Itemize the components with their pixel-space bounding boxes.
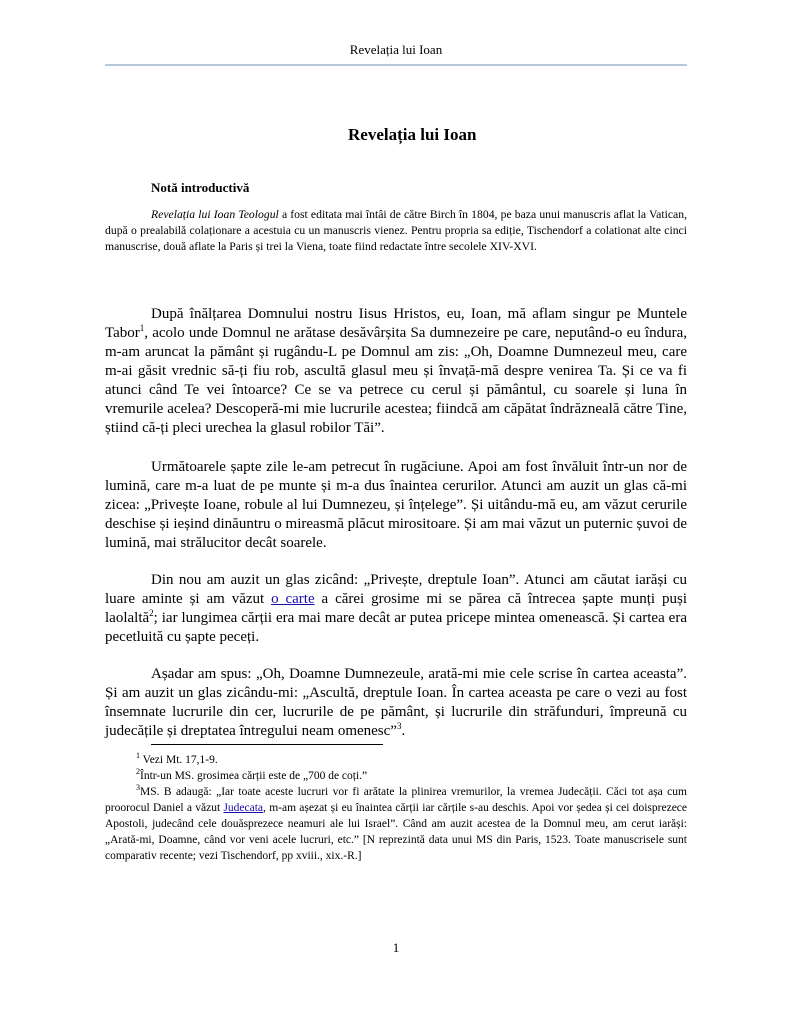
footnote-2-text: Într-un MS. grosimea cărții este de „700 de coți.” — [140, 770, 368, 782]
paragraph-3-text: Din nou am auzit un glas zicând: „Privește, dreptule Ioan”. Atunci am căutat iarăși cu luare aminte și am văzut — [105, 572, 687, 607]
footnote-ref-1[interactable]: 1 — [139, 323, 145, 333]
footnotes — [105, 752, 687, 864]
document-title: Revelația lui Ioan — [348, 125, 477, 144]
paragraph-3-text-end: ; iar lungimea cărții era mai mare decât ar putea pricepe mintea omenească. Și cartea era pecetluită cu șapte peceți. — [105, 610, 687, 645]
intro-work-title: Revelația lui Ioan Teologul — [151, 208, 279, 221]
footnote-2-number: 2 — [136, 767, 140, 777]
footnote-3-text: MS. B adaugă: „Iar toate aceste lucruri vor fi arătate la plinirea vremurilor, la vremea Judecății. Căci tot așa cum proorocul Daniel a văzut — [105, 786, 687, 814]
footnote-3-text-cont: , m-am așezat și eu înaintea cărții iar cărțile s-au deschis. Apoi vor ședea și cei doisprezece Apostoli, judecând cele douăsprezece neamuri ale lui Israel”. Când am auzit acestea de la Domnul meu, am cerut iarăși: „Arată-mi, Doamne, când vor veni acele lucruri, etc.” [N reprezintă data unui MS din Paris, 1523. Toate manuscrisele sunt comparativ recente; vezi Tischendorf, pp xviii., xix.-R.] — [105, 802, 688, 862]
o-carte-link[interactable]: o carte — [271, 591, 315, 607]
footnote-2 — [105, 768, 687, 784]
footnote-3 — [105, 784, 687, 864]
intro-heading: Notă introductivă — [151, 180, 250, 195]
paragraph-4-text: Așadar am spus: „Oh, Doamne Dumnezeule, arată-mi mie cele scrise în cartea aceasta”. Și am auzit un glas zicându-mi: „Ascultă, dreptule Ioan. În cartea aceasta pe care o vezi au fost însemnate lucrurile din cer, lucrurile de pe pământ, și lucrurile din străfunduri, împreună cu judecățile și dreptatea întregului neam omenesc” — [105, 666, 687, 739]
paragraph-1 — [105, 305, 687, 438]
footnote-separator — [151, 744, 383, 745]
footnote-1 — [105, 752, 687, 768]
paragraph-4-text-end: . — [401, 723, 406, 739]
footnote-3-number: 3 — [136, 783, 140, 793]
footnote-1-text: Vezi Mt. 17,1-9. — [140, 754, 218, 766]
footnote-ref-2[interactable]: 2 — [149, 608, 154, 618]
page-number: 1 — [392, 940, 400, 955]
footnote-1-number: 1 — [136, 751, 140, 761]
intro-text: a fost editata mai întâi de către Birch în 1804, pe baza unui manuscris aflat la Vatican, după o prealabilă colaționare a acestuia cu un manuscris vienez. Pentru propria sa ediție, Tischendorf a colationat alte cinci manuscrise, două aflate la Paris și trei la Viena, toate fiind redactate între secolele XIV-XVI. — [105, 208, 687, 253]
judecata-link[interactable]: Judecata — [223, 802, 264, 814]
paragraph-2: Următoarele șapte zile le-am petrecut în rugăciune. Apoi am fost învăluit într-un nor de lumină, care m-a luat de pe munte și m-a dus înaintea cerurilor. Atunci am auzit un glas că-mi zicea: „Privește Ioane, robule al lui Dumnezeu, și înțelege”. Și uitându-mă eu, am văzut cerurile deschise și ieșind dinăuntru o mireasmă plăcut mirositoare. Și am mai văzut un puternic șuvoi de lumină, mai strălucitor decât soarele. — [105, 459, 687, 551]
intro-note — [105, 207, 687, 255]
footnote-ref-3[interactable]: 3 — [396, 721, 402, 731]
main-text — [105, 305, 687, 759]
running-header: Revelația lui Ioan — [349, 42, 443, 57]
header-divider — [105, 64, 687, 66]
paragraph-3-text-cont: a cărei grosime mi se părea că întrecea șapte munți puși laolaltă — [105, 591, 687, 626]
paragraph-1-text: După înălțarea Domnului nostru Iisus Hristos, eu, Ioan, mă aflam singur pe Muntele Tabor — [105, 306, 687, 341]
paragraph-3 — [105, 571, 687, 647]
paragraph-1-text-cont: , acolo unde Domnul ne arătase desăvârșita Sa dumnezeire pe care, neputând-o eu îndura, m-am aruncat la pământ și rugându-L pe Domnul am zis: „Oh, Doamne Dumnezeul meu, care m-ai găsit vrednic să-ți fiu rob, ascultă glasul meu și învață-mă despre venirea Ta. Și ce va fi atunci când Te vei întoarce? Ce se va petrece cu cerul și pământul, cu soarele și luna în vremurile acelea? Descoperă-mi mie lucrurile acestea; fiindcă am căpătat îndrăzneală către Tine, știind că-ți pleci urechea la glasul robilor Tăi”. — [105, 325, 687, 436]
paragraph-4 — [105, 665, 687, 741]
